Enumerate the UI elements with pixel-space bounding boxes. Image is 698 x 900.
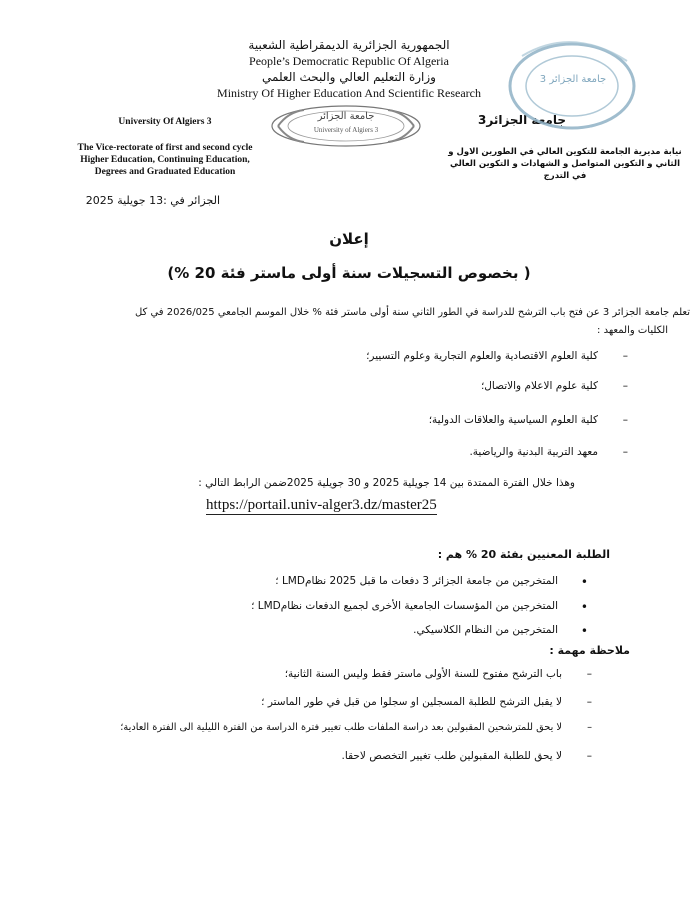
page-subtitle: ( بخصوص التسجيلات سنة أولى ماستر فئة 20 %) [167,264,531,282]
faculty-item: – كلية العلوم السياسية والعلاقات الدولية؛ [428,414,628,426]
faculty-item: – كلية علوم الاعلام والاتصال؛ [480,380,628,392]
dash-icon: – [622,414,628,426]
bullet-icon: • [580,575,588,589]
dash-icon: – [622,350,628,362]
vice-rectorate-line2: Higher Education, Continuing Education, [80,155,250,165]
logo-text-en: University of Algiers 3 [313,126,379,134]
intro-line1: تعلم جامعة الجزائر 3 عن فتح باب الترشح للدراسة في الطور الثاني سنة أولى ماستر فئة % خلال الموسم الجامعي 2026/025 في كل [134,307,690,318]
republic-en: People’s Democratic Republic Of Algeria [249,54,449,68]
dash-icon: – [622,380,628,392]
stamp-text: جامعة الجزائر 3 [539,74,607,85]
dash-icon: – [587,722,592,733]
vice-rectorate-line1: The Vice-rectorate of first and second cycle [77,143,253,153]
document-date: الجزائر في :13 جويلية 2025 [85,194,220,207]
university-en: University Of Algiers 3 [118,117,212,127]
university-emblem-icon [268,104,424,148]
dash-icon: – [586,750,592,762]
registration-period: وهذا خلال الفترة الممتدة بين 14 جويلية 2025 و 30 جويلية 2025ضمن الرابط التالي : [198,477,575,489]
faculty-item: – معهد التربية البدنية والرياضية. [469,446,628,458]
logo-text-ar: جامعة الجزائر [317,111,375,122]
university-ar: جامعة الجزائر3 [478,113,566,127]
bullet-icon: • [580,624,588,638]
vice-rectorate-line3: Degrees and Graduated Education [94,167,236,177]
vice-directorate-line2: الثاني و التكوين المتواصل و الشهادات و التكوين العالي [449,159,681,169]
note-item: – باب الترشح مفتوح للسنة الأولى ماستر فقط وليس السنة الثانية؛ [284,668,592,680]
official-stamp-icon [492,36,642,148]
dash-icon: – [586,696,592,708]
dash-icon: – [586,668,592,680]
note-item: – لا يحق للطلبة المقبولين طلب تغيير التخصص لاحقا. [341,750,592,762]
intro-line2: الكليات والمعهد : [597,325,668,336]
concerned-item: • المتخرجين من جامعة الجزائر 3 دفعات ما قبل 2025 نظامLMD ؛ [275,575,588,589]
concerned-item: • المتخرجين من النظام الكلاسيكي. [413,624,588,638]
note-item: – لا يقبل الترشح للطلبة المسجلين او سجلوا من قبل في طور الماستر ؛ [261,696,592,708]
republic-ar: الجمهورية الجزائرية الديمقراطية الشعبية [248,38,450,52]
ministry-en: Ministry Of Higher Education And Scientific Research [217,86,481,100]
concerned-heading: الطلبة المعنيين بفئة 20 % هم : [437,548,610,561]
page-title: إعلان [329,230,369,248]
notes-heading: ملاحظة مهمة : [549,644,630,657]
registration-link[interactable]: https://portail.univ-alger3.dz/master25 [206,497,437,513]
ministry-ar: وزارة التعليم العالي والبحث العلمي [262,70,436,84]
faculty-item: – كلية العلوم الاقتصادية والعلوم التجارية وعلوم التسيير؛ [366,350,628,362]
note-item: – لا يحق للمترشحين المقبولين بعد دراسة الملفات طلب تغيير فترة الدراسة من الفترة الليلية الى الفترة العادية؛ [120,722,592,733]
bullet-icon: • [580,600,588,614]
vice-directorate-line1: نيابة مديرية الجامعة للتكوين العالي في الطورين الاول و [448,147,682,157]
vice-directorate-line3: في التدرج [543,171,587,181]
dash-icon: – [622,446,628,458]
concerned-item: • المتخرجين من المؤسسات الجامعية الأخرى لجميع الدفعات نظامLMD ؛ [251,600,588,614]
